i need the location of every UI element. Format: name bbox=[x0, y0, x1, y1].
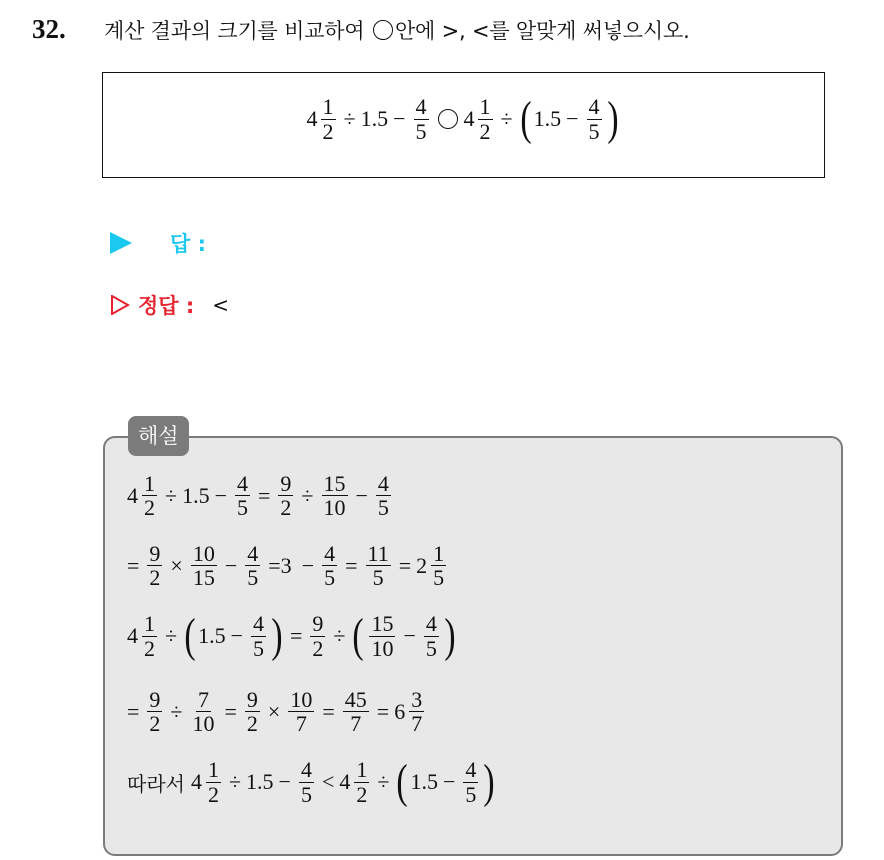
decimal: 1.5 bbox=[360, 106, 389, 131]
outline-triangle-icon bbox=[110, 295, 130, 315]
whole: 4 bbox=[463, 106, 475, 131]
conclusion-prefix: 따라서 bbox=[127, 771, 185, 796]
numerator: 1 bbox=[479, 94, 491, 120]
denominator: 2 bbox=[479, 118, 491, 144]
operator: − bbox=[393, 106, 406, 131]
close-paren: ) bbox=[606, 92, 619, 145]
open-paren: ( bbox=[519, 92, 532, 145]
explanation-tag: 해설 bbox=[128, 416, 189, 456]
correct-answer-label: 정답 : bbox=[138, 294, 195, 318]
conclusion-symbol: < bbox=[321, 769, 335, 794]
explanation-line: = $\frac{9}{2}$ × $\frac{10}{15}$ − $\frac{4}{5}$ =3 − $\frac{4}{5}$ = $\frac{11}{5}$ = 2 $\frac{1}{5}$ bbox=[127, 541, 445, 591]
whole: 4 bbox=[306, 106, 318, 131]
denominator: 5 bbox=[588, 118, 600, 144]
fraction bbox=[414, 95, 429, 142]
fraction bbox=[587, 95, 602, 142]
question-text bbox=[104, 15, 690, 45]
answer-blank-circle[interactable] bbox=[438, 109, 458, 129]
explanation-conclusion: 따라서 4 $\frac{1}{2}$ ÷ 1.5 − $\frac{4}{5}$ < 4 $\frac{1}{2}$ ÷ ( 1.5 − $\frac{4}{5}$ ) bbox=[127, 755, 495, 808]
problem-expression bbox=[306, 92, 621, 145]
explanation-line: = $\frac{9}{2}$ ÷ $\frac{7}{10}$ = $\frac{9}{2}$ × $\frac{10}{7}$ = $\frac{45}{7}$ = 6 $\frac{3}{7}$ bbox=[127, 687, 423, 737]
correct-answer-row bbox=[110, 290, 229, 320]
answer-label: 답 : bbox=[170, 232, 206, 256]
explanation-line: 4 $\frac{1}{2}$ ÷ 1.5 − $\frac{4}{5}$ = $\frac{9}{2}$ ÷ $\frac{15}{10}$ − $\frac{4}{5}$ bbox=[127, 471, 389, 521]
fraction bbox=[478, 95, 493, 142]
question-number: 32. bbox=[32, 14, 66, 44]
fraction bbox=[321, 95, 336, 142]
answer-row bbox=[110, 228, 206, 258]
operator: ÷ bbox=[343, 106, 356, 131]
numerator: 1 bbox=[322, 94, 334, 120]
denominator: 5 bbox=[415, 118, 427, 144]
decimal: 1.5 bbox=[533, 106, 562, 131]
operator: ÷ bbox=[500, 106, 513, 131]
correct-answer-value: < bbox=[212, 293, 230, 317]
problem-box bbox=[102, 72, 825, 178]
blank-circle-icon bbox=[373, 20, 393, 40]
question-text-after: 안에 >, <를 알맞게 써넣으시오. bbox=[394, 19, 690, 43]
operator: − bbox=[566, 106, 579, 131]
explanation-box bbox=[103, 436, 843, 856]
explanation-line: 4 $\frac{1}{2}$ ÷ ( 1.5 − $\frac{4}{5}$ ) = $\frac{9}{2}$ ÷ ( $\frac{15}{10}$ − $\frac{4}{5}$ ) bbox=[127, 609, 456, 662]
numerator: 4 bbox=[415, 94, 427, 120]
play-triangle-icon bbox=[110, 232, 132, 254]
denominator: 2 bbox=[322, 118, 334, 144]
numerator: 4 bbox=[588, 94, 600, 120]
question-text-before: 계산 결과의 크기를 비교하여 bbox=[104, 19, 365, 43]
